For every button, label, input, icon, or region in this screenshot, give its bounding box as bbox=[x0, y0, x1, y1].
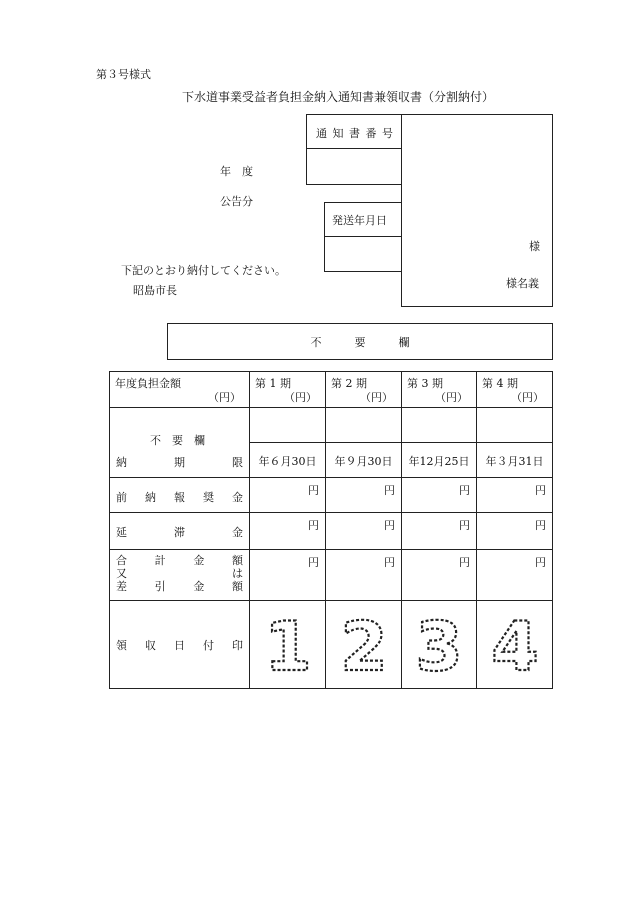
sama-label: 様 bbox=[529, 240, 540, 253]
delay-label-cell bbox=[110, 513, 250, 550]
fuyou-row bbox=[110, 408, 553, 443]
deadline-cell-4: 年３月31日 bbox=[477, 443, 553, 478]
period-header-1 bbox=[250, 372, 326, 408]
delay-cell-1: 円 bbox=[250, 513, 326, 550]
receipt-stamp-cell-4 bbox=[477, 601, 553, 689]
instruction-text: 下記のとおり納付してください。 bbox=[121, 264, 286, 277]
annual-amount-cell bbox=[110, 372, 250, 408]
prepayment-cell-4: 円 bbox=[477, 478, 553, 513]
receipt-label: 領 収 日 付 印 bbox=[116, 638, 243, 652]
receipt-stamp-cell-3 bbox=[402, 601, 477, 689]
issuer-text: 昭島市長 bbox=[133, 284, 177, 297]
period-header-3 bbox=[402, 372, 477, 408]
form-number: 第３号様式 bbox=[96, 68, 151, 81]
prepayment-row bbox=[110, 478, 553, 513]
delay-cell-3: 円 bbox=[402, 513, 477, 550]
fuyou-cell-4 bbox=[477, 408, 553, 443]
prepayment-label: 前 納 報 奨 金 bbox=[116, 491, 243, 504]
delay-label: 延 滞 金 bbox=[116, 526, 243, 539]
stamp-number-1 bbox=[253, 610, 323, 680]
receipt-stamp-cell-1 bbox=[250, 601, 326, 689]
fuyou-banner bbox=[167, 323, 553, 360]
fuyou-ran-label: 不 要 欄 bbox=[150, 434, 205, 447]
period-label-1: 第 1 期 bbox=[255, 377, 291, 390]
total-cell-1: 円 bbox=[250, 550, 326, 601]
prepayment-label-cell bbox=[110, 478, 250, 513]
period-unit-3: （円） bbox=[435, 391, 468, 404]
svg-text:1: 1 bbox=[263, 609, 312, 680]
send-date-label: 発送年月日 bbox=[332, 214, 387, 227]
deadline-cell-3: 年12月25日 bbox=[402, 443, 477, 478]
annual-amount-unit: （円） bbox=[208, 391, 241, 404]
document-title: 下水道事業受益者負担金納入通知書兼領収書（分割納付） bbox=[182, 90, 495, 104]
deadline-label: 納 期 限 bbox=[116, 456, 243, 469]
period-unit-1: （円） bbox=[284, 391, 317, 404]
period-label-4: 第 4 期 bbox=[482, 377, 518, 390]
deadline-cell-1: 年６月30日 bbox=[250, 443, 326, 478]
total-row bbox=[110, 550, 553, 601]
period-label-2: 第 2 期 bbox=[331, 377, 367, 390]
total-label-cell bbox=[110, 550, 250, 601]
year-label: 年 度 bbox=[220, 165, 253, 178]
period-header-4 bbox=[477, 372, 553, 408]
fuyou-cell-3 bbox=[402, 408, 477, 443]
period-header-2 bbox=[326, 372, 402, 408]
annual-amount-label: 年度負担金額 bbox=[115, 377, 181, 390]
stamp-number-2 bbox=[329, 610, 399, 680]
stamp-number-4 bbox=[480, 610, 550, 680]
fuyou-banner-text: 不 要 欄 bbox=[310, 335, 410, 349]
total-label: 合 計 金 額 又 は 差 引 金 額 bbox=[116, 554, 243, 593]
prepayment-cell-2: 円 bbox=[326, 478, 402, 513]
prepayment-cell-3: 円 bbox=[402, 478, 477, 513]
receipt-row bbox=[110, 601, 553, 689]
delay-cell-4: 円 bbox=[477, 513, 553, 550]
receipt-stamp-cell-2 bbox=[326, 601, 402, 689]
period-label-3: 第 3 期 bbox=[407, 377, 443, 390]
fuyou-cell-2 bbox=[326, 408, 402, 443]
sama-meigi-label: 様名義 bbox=[506, 277, 539, 290]
delay-row bbox=[110, 513, 553, 550]
receipt-label-cell bbox=[110, 601, 250, 689]
header-row bbox=[110, 372, 553, 408]
svg-text:2: 2 bbox=[339, 609, 388, 680]
fuyou-cell-1 bbox=[250, 408, 326, 443]
period-unit-4: （円） bbox=[511, 391, 544, 404]
svg-text:3: 3 bbox=[415, 609, 463, 680]
delay-cell-2: 円 bbox=[326, 513, 402, 550]
stamp-number-3 bbox=[404, 610, 474, 680]
deadline-cell-2: 年９月30日 bbox=[326, 443, 402, 478]
deadline-label-cell bbox=[110, 408, 250, 478]
total-cell-2: 円 bbox=[326, 550, 402, 601]
total-cell-3: 円 bbox=[402, 550, 477, 601]
notice-label: 公告分 bbox=[220, 195, 253, 208]
notice-number-label: 通 知 書 番 号 bbox=[316, 127, 394, 140]
prepayment-cell-1: 円 bbox=[250, 478, 326, 513]
total-cell-4: 円 bbox=[477, 550, 553, 601]
installment-table bbox=[109, 371, 553, 689]
period-unit-2: （円） bbox=[360, 391, 393, 404]
svg-text:4: 4 bbox=[490, 609, 539, 680]
